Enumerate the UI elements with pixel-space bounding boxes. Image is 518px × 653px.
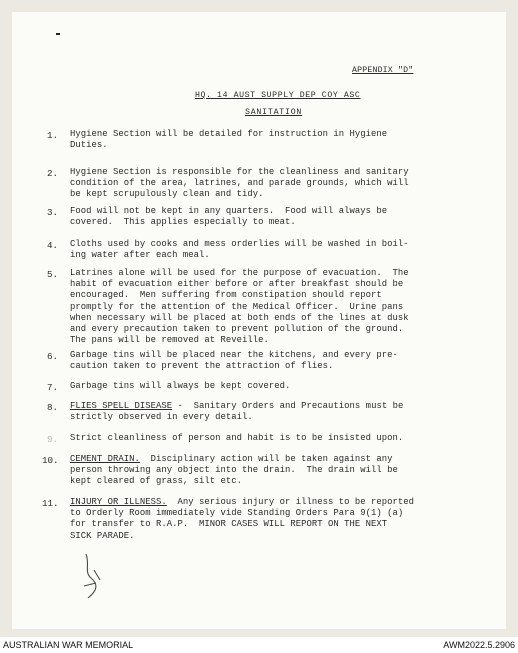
order-item-line (70, 508, 403, 519)
order-item-heading: FLIES SPELL DISEASE (70, 401, 173, 411)
order-item-text: to Orderly Room immediately vide Standing Orders Para 9(1) (a) (70, 508, 404, 519)
order-item-text: Disciplinary action will be taken against any (139, 454, 393, 464)
order-item-text: ing water after each meal. (70, 250, 210, 261)
order-item-line (70, 454, 393, 465)
order-item-text: encouraged. Men suffering from constipation should report (70, 290, 382, 301)
order-item-text: habit of evacuation either before or after breakfast should be (70, 279, 404, 290)
ink-speck (56, 33, 60, 35)
order-item-line (70, 497, 414, 508)
order-item-number: 1. (46, 130, 58, 141)
order-item-line (70, 350, 398, 361)
order-item-line (70, 239, 409, 250)
order-item-line (70, 433, 403, 444)
order-item-line (70, 313, 409, 324)
appendix-label: APPENDIX "D" (352, 66, 414, 75)
order-item-line (70, 401, 403, 412)
order-item-number: 8. (46, 402, 58, 413)
order-item-text: Duties. (70, 140, 108, 151)
order-item-line (70, 279, 403, 290)
order-item-heading: CEMENT DRAIN. (70, 454, 140, 464)
order-item-text: person throwing any object into the drain. The drain will be (70, 465, 398, 476)
order-item-line (70, 167, 409, 178)
document-title: SANITATION (245, 108, 303, 117)
order-item-line (70, 140, 108, 151)
order-item-line (70, 178, 409, 189)
order-item-line (70, 302, 403, 313)
order-item-line (70, 217, 296, 228)
order-item-text: promptly for the attention of the Medical Officer. Urine pans (70, 301, 404, 312)
order-item-heading: INJURY OR ILLNESS. (70, 497, 167, 507)
order-item-number: 4. (46, 240, 58, 251)
order-item-text: Garbage tins will always be kept covered. (70, 381, 291, 391)
footer-institution: AUSTRALIAN WAR MEMORIAL (3, 640, 134, 650)
order-item-text: strictly observed in every detail. (70, 412, 253, 423)
order-item-line (70, 519, 387, 530)
order-item-number: 2. (46, 168, 58, 179)
order-item-number: 6. (46, 351, 58, 362)
order-item-text: caution taken to prevent the attraction of flies. (70, 361, 334, 372)
order-item-text: condition of the area, latrines, and parade grounds, which will (70, 178, 409, 189)
unit-heading: HQ. 14 AUST SUPPLY DEP COY ASC (195, 91, 361, 100)
order-item-line (70, 531, 135, 542)
order-item-line (70, 361, 333, 372)
order-item-text: Food will not be kept in any quarters. Food will always be (70, 206, 388, 216)
order-item-line (70, 189, 264, 200)
order-item-text: Strict cleanliness of person and habit is to be insisted upon. (70, 433, 404, 443)
order-item-number: 11. (42, 498, 59, 509)
footer-accession-number: AWM2022.5.2906 (443, 640, 515, 650)
order-item-text: and every precaution taken to prevent pollution of the ground. (70, 324, 404, 334)
order-item-text: covered. This applies especially to meat. (70, 217, 296, 228)
order-item-text: Any serious injury or illness to be reported (166, 497, 415, 507)
order-item-line (70, 476, 242, 487)
order-item-number: 3. (46, 207, 58, 218)
order-item-text: kept cleared of grass, silt etc. (70, 476, 243, 487)
order-item-line (70, 324, 403, 335)
order-item-text: Hygiene Section is responsible for the cleanliness and sanitary (70, 167, 409, 177)
order-item-line (70, 129, 387, 140)
order-item-number: 5. (46, 269, 58, 280)
order-item-line (70, 465, 398, 476)
order-item-line (70, 335, 269, 346)
order-item-number: 9. (46, 434, 58, 445)
order-item-line (70, 381, 290, 392)
order-item-text: - Sanitary Orders and Precautions must be (172, 401, 404, 411)
order-item-line (70, 290, 382, 301)
order-item-text: The pans will be removed at Reveille. (70, 335, 269, 346)
order-item-line (70, 268, 409, 279)
order-item-text: Cloths used by cooks and mess orderlies will be washed in boil- (70, 239, 409, 249)
order-item-line (70, 412, 253, 423)
order-item-text: SICK PARADE. (70, 530, 135, 541)
order-item-line (70, 206, 387, 217)
document-paper (12, 12, 506, 629)
archive-footer (0, 637, 518, 653)
order-item-line (70, 250, 210, 261)
order-item-text: when necessary will be placed at both ends of the lines at dusk (70, 312, 409, 323)
signature-mark (80, 550, 110, 604)
order-item-number: 10. (42, 455, 59, 466)
order-item-number: 7. (46, 382, 58, 393)
order-item-text: be kept scrupulously clean and tidy. (70, 189, 264, 200)
order-item-text: Hygiene Section will be detailed for instruction in Hygiene (70, 129, 388, 139)
order-item-text: Garbage tins will be placed near the kitchens, and every pre- (70, 350, 398, 360)
order-item-text: Latrines alone will be used for the purpose of evacuation. The (70, 268, 409, 278)
order-item-text: for transfer to R.A.P. MINOR CASES WILL REPORT ON THE NEXT (70, 519, 388, 530)
